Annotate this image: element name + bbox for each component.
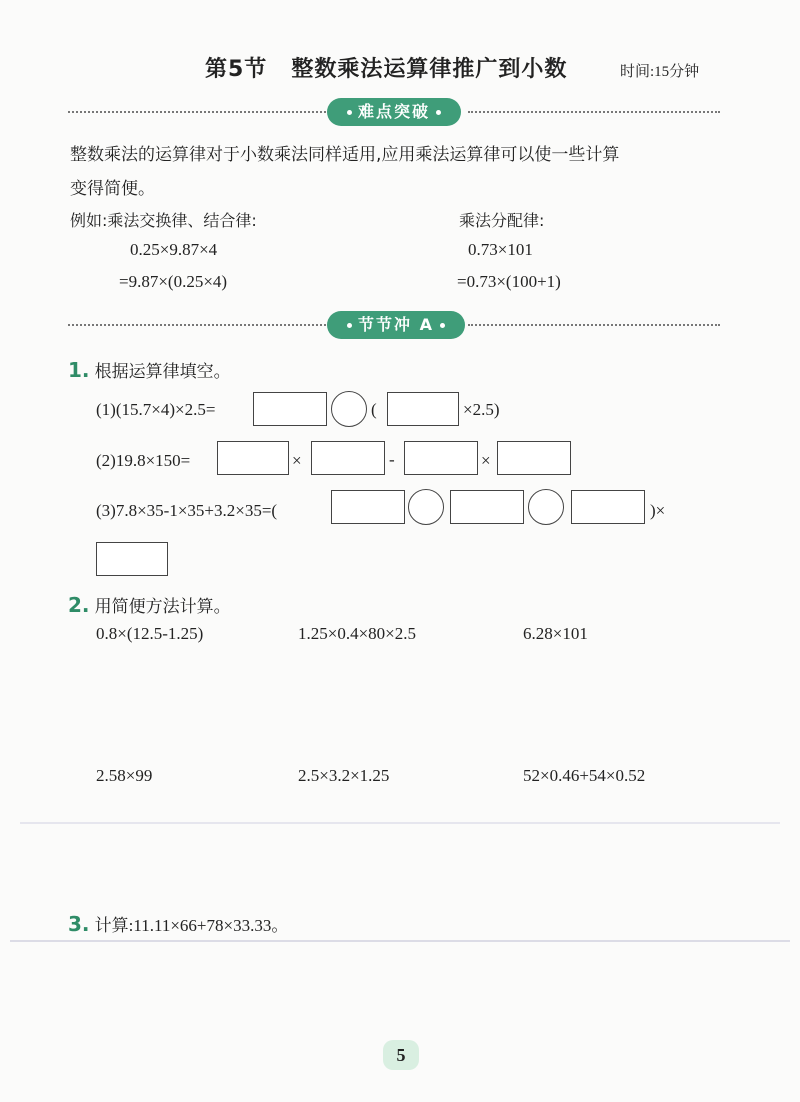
example-right-line-2: =0.73×(100+1) — [457, 272, 561, 291]
time-info: 时间:15分钟 — [620, 64, 700, 80]
example-left-line-2: =9.87×(0.25×4) — [119, 272, 228, 291]
calc-item: 2.5×3.2×1.25 — [298, 766, 390, 785]
example-label-right: 乘法分配律: — [459, 211, 545, 230]
divider — [10, 940, 790, 942]
question-text: 根据运算律填空。 — [94, 362, 231, 382]
section-title: 整数乘法运算律推广到小数 — [291, 57, 568, 82]
intro-line-2: 变得简便。 — [70, 179, 155, 199]
answer-box[interactable] — [253, 392, 327, 426]
dotted-divider-right — [468, 111, 720, 113]
question-text: 计算:11.11×66+78×33.33。 — [94, 916, 289, 935]
dotted-divider-left — [68, 324, 326, 326]
q1-part1-suffix: ×2.5) — [463, 400, 500, 419]
bullet-icon — [347, 110, 352, 115]
operator-circle[interactable] — [408, 489, 444, 525]
banner-label: 节节冲 A — [358, 315, 434, 334]
calc-item: 6.28×101 — [523, 624, 588, 643]
answer-box[interactable] — [311, 441, 385, 475]
calc-item: 0.8×(12.5-1.25) — [96, 624, 204, 643]
question-text: 用简便方法计算。 — [94, 597, 231, 617]
answer-box[interactable] — [331, 490, 405, 524]
dotted-divider-left — [68, 111, 326, 113]
intro-paragraph — [70, 138, 750, 206]
calc-item: 1.25×0.4×80×2.5 — [298, 624, 417, 643]
times-sign: × — [292, 451, 302, 470]
calc-item: 52×0.46+54×0.52 — [523, 766, 646, 785]
section-banner-practice — [327, 311, 465, 339]
question-number: 1. — [68, 358, 90, 382]
q1-part2-prefix: (2)19.8×150= — [96, 451, 191, 470]
q1-part1-paren: ( — [371, 400, 377, 419]
bullet-icon — [440, 323, 445, 328]
answer-box[interactable] — [96, 542, 168, 576]
answer-box[interactable] — [497, 441, 571, 475]
question-3-heading — [68, 911, 288, 936]
question-number: 3. — [68, 912, 90, 936]
answer-box[interactable] — [404, 441, 478, 475]
question-number: 2. — [68, 593, 90, 617]
divider — [20, 822, 780, 824]
operator-circle[interactable] — [528, 489, 564, 525]
dotted-divider-right — [468, 324, 720, 326]
bullet-icon — [436, 110, 441, 115]
page-title — [205, 52, 567, 83]
answer-box[interactable] — [571, 490, 645, 524]
banner-label: 难点突破 — [358, 102, 431, 121]
answer-box[interactable] — [217, 441, 289, 475]
page-number: 5 — [383, 1040, 419, 1070]
operator-circle[interactable] — [331, 391, 367, 427]
section-number: 第5节 — [205, 57, 268, 82]
example-label-left: 例如:乘法交换律、结合律: — [70, 211, 257, 230]
bullet-icon — [347, 323, 352, 328]
example-left-line-1: 0.25×9.87×4 — [130, 240, 218, 259]
section-banner-difficulty — [327, 98, 461, 126]
times-sign: × — [481, 451, 491, 470]
example-right-line-1: 0.73×101 — [468, 240, 533, 259]
q1-part3-prefix: (3)7.8×35-1×35+3.2×35=( — [96, 501, 278, 520]
answer-box[interactable] — [387, 392, 459, 426]
answer-box[interactable] — [450, 490, 524, 524]
question-1-heading — [68, 357, 231, 382]
q1-part3-suffix: )× — [650, 501, 666, 520]
calc-item: 2.58×99 — [96, 766, 153, 785]
question-2-heading — [68, 592, 231, 617]
minus-sign: - — [389, 450, 395, 469]
q1-part1-prefix: (1)(15.7×4)×2.5= — [96, 400, 216, 419]
intro-line-1: 整数乘法的运算律对于小数乘法同样适用,应用乘法运算律可以使一些计算 — [70, 145, 620, 165]
